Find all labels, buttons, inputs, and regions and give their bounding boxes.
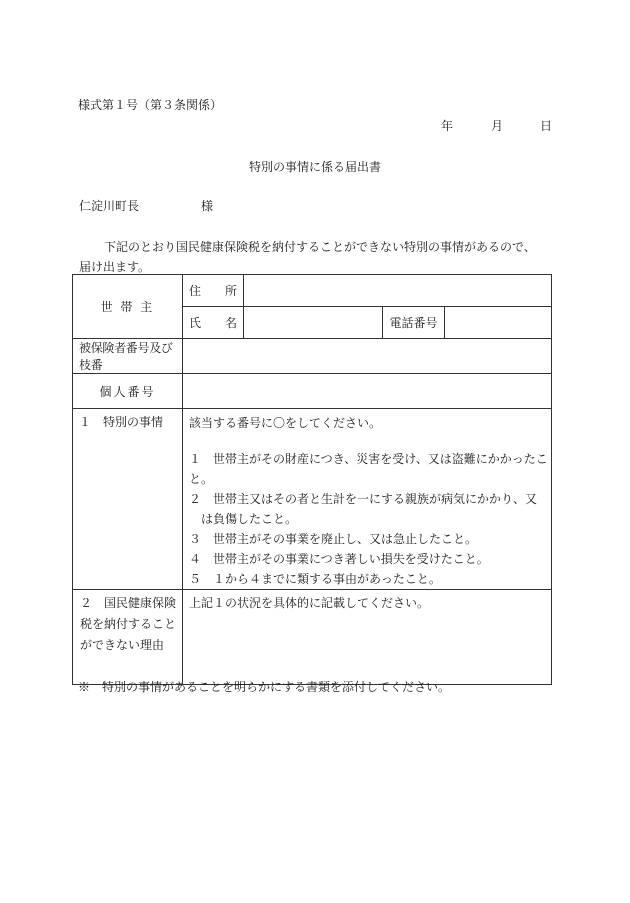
addressee-honorific: 様 [201, 199, 214, 213]
insured-number-label: 被保険者番号及び枝番 [73, 339, 183, 374]
date-month-label: 月 [491, 119, 504, 133]
personal-number-row [73, 374, 552, 409]
special-circumstances-row [73, 409, 552, 590]
reason-instruction: 上記１の状況を具体的に記載してください。 [189, 596, 430, 610]
name-field[interactable] [244, 307, 383, 339]
insured-number-row [73, 339, 552, 374]
name-label: 氏 名 [183, 307, 244, 339]
intro-line-1: 下記のとおり国民健康保険税を納付することができない特別の事情があるので、 [104, 240, 536, 254]
reason-row [73, 590, 552, 685]
household-head-label: 世 帯 主 [73, 275, 183, 339]
reason-cell[interactable] [183, 590, 552, 685]
reason-label: ２ 国民健康保険税を納付することができない理由 [73, 590, 183, 685]
attachment-note: ※ 特別の事情があることを明らかにする書類を添付してください。 [78, 680, 451, 694]
address-row [73, 275, 552, 307]
addressee-name: 仁淀川町長 [79, 199, 140, 213]
address-field[interactable] [244, 275, 552, 307]
form-number: 様式第１号（第３条関係） [78, 98, 223, 112]
insured-number-field[interactable] [183, 339, 552, 374]
special-item-4: ４ 世帯主がその事業につき著しい損失を受けたこと。 [189, 552, 489, 566]
date-day-label: 日 [540, 119, 553, 133]
special-item-2: ２ 世帯主又はその者と生計を一にする親族が病気にかかり、又 [189, 492, 538, 506]
special-circumstances-cell[interactable] [183, 409, 552, 590]
address-label: 住 所 [183, 275, 244, 307]
special-instruction: 該当する番号に〇をしてください。 [189, 416, 382, 430]
phone-label: 電話番号 [383, 307, 445, 339]
special-item-3: ３ 世帯主がその事業を廃止し、又は急止したこと。 [189, 532, 478, 546]
date-year-label: 年 [441, 119, 454, 133]
personal-number-field[interactable] [183, 374, 552, 409]
special-circumstances-label: １ 特別の事情 [73, 409, 183, 590]
notification-form-table [72, 274, 552, 685]
phone-field[interactable] [445, 307, 552, 339]
special-item-5: ５ １から４までに類する事由があったこと。 [189, 572, 441, 586]
special-item-2-cont: は負傷したこと。 [189, 512, 298, 526]
document-title: 特別の事情に係る届出書 [248, 160, 381, 174]
intro-line-2: 届け出ます。 [79, 260, 151, 274]
personal-number-label: 個人番号 [73, 374, 183, 409]
special-item-1: １ 世帯主がその財産につき、災害を受け、又は盗難にかかったこと。 [189, 452, 548, 486]
